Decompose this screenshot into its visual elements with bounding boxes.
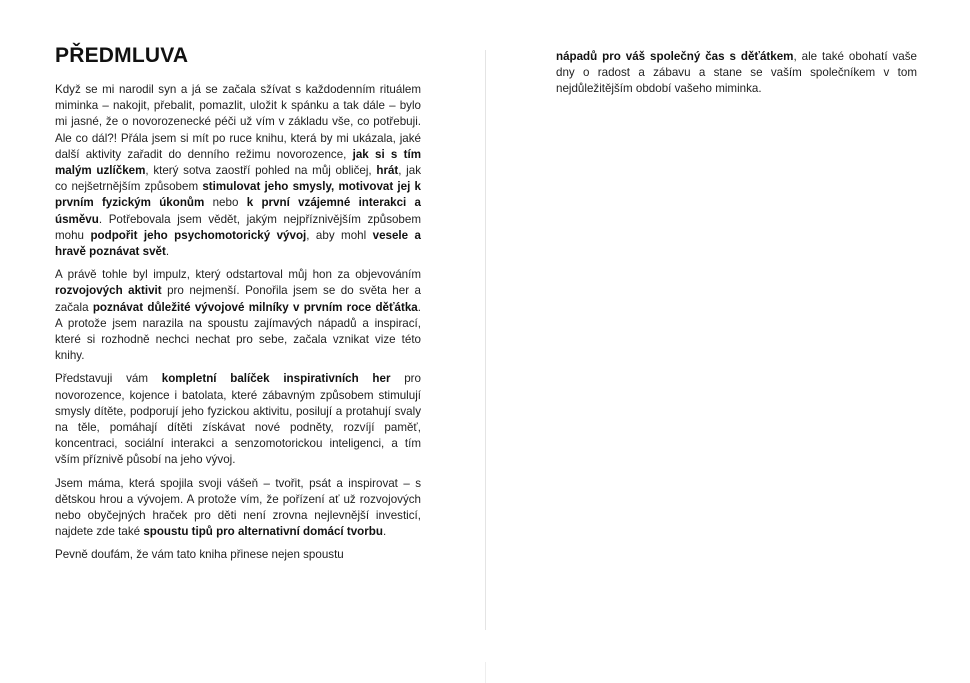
paragraph-continuation [556, 49, 917, 98]
bold-text: stimulovat jeho smysly, motivovat jej k prvním fyzickým úkonům [55, 180, 421, 210]
text-run: nebo [204, 196, 247, 210]
text-run: Pevně doufám, že vám tato kniha přinese nejen spoustu [55, 548, 344, 562]
text-run: , aby mohl [306, 228, 373, 242]
text-run: Jsem máma, která spojila svoji vášeň – tvořit, psát a inspirovat – s dětskou hrou a vývojem. A protože vím, že pořízení ať už rozvojových nebo obyčejných hraček pro děti není zrovna nejlevnější investicí, najdete zde také [55, 476, 421, 539]
paragraph [55, 267, 421, 364]
text-run: . Potřebovala jsem vědět, jakým nejpříznivějším způsobem mohu [55, 212, 421, 242]
text-run: pro nejmenší. Ponořila jsem se do světa her a začala [55, 284, 421, 314]
text-run: Když se mi narodil syn a já se začala sžívat s každodenním rituálem miminka – nakojit, přebalit, pomazlit, uložit k spánku a tak dále – bylo mi jasné, že o novorozenecké péči už vím v základu vše, co potřebuji. Ale co dál?! Přála jsem si mít po ruce knihu, která by mi ukázala, jaké další aktivity zařadit do denního režimu novorozence, [55, 83, 421, 161]
paragraph [55, 82, 421, 260]
bold-text: hrát [376, 164, 399, 178]
bold-text: spoustu tipů pro alternativní domácí tvorbu [143, 525, 383, 539]
bold-text: podpořit jeho psychomotorický vývoj [90, 228, 307, 242]
text-run: Představuji vám [55, 372, 162, 386]
text-run: , který sotva zaostří pohled na můj obličej, [145, 164, 377, 178]
page-title: PŘEDMLUVA [55, 44, 189, 67]
bold-text: poznávat důležité vývojové milníky v prvním roce děťátka [92, 300, 418, 314]
bold-text: k první vzájemné interakci a úsměvu [55, 196, 422, 226]
text-run: A právě tohle byl impulz, který odstartoval můj hon za objevováním [55, 268, 421, 282]
bold-text: vesele a hravě poznávat svět [55, 228, 421, 259]
text-run: , jak co nejšetrnějším způsobem [55, 164, 422, 194]
bold-text: nápadů pro váš společný čas s děťátkem [556, 50, 794, 63]
left-text-column [55, 82, 421, 564]
right-page [486, 0, 970, 683]
paragraph [55, 476, 421, 541]
paragraph [55, 547, 421, 563]
text-run: . A protože jsem narazila na spoustu zajímavých nápadů a inspirací, které si rozhodně nechci nechat pro sebe, začala vznikat vize této knihy. [55, 300, 421, 363]
bold-text: kompletní balíček inspirativních her [161, 372, 391, 386]
text-run: , ale také obohatí vaše dny o radost a zábavu a stane se vaším společníkem v tom nejdůležitějším období vašeho miminka. [556, 50, 917, 96]
bold-text: rozvojových aktivit [55, 284, 162, 298]
paragraph [55, 371, 421, 468]
text-run: pro novorozence, kojence i batolata, které zábavným způsobem stimulují smysly dítěte, podporují jeho fyzickou aktivitu, posilují a protahují svaly na těle, pomáhají dítěti získávat nové podněty, rozvíjí paměť, koncentraci, sociální interakci a senzomotorickou inteligenci, a tím vším příznivě působí na jeho vývoj. [55, 372, 421, 467]
text-run: . [165, 245, 170, 259]
text-run: . [382, 525, 387, 539]
right-text-column [556, 49, 917, 98]
bold-text: jak si s tím malým uzlíčkem [55, 147, 421, 178]
